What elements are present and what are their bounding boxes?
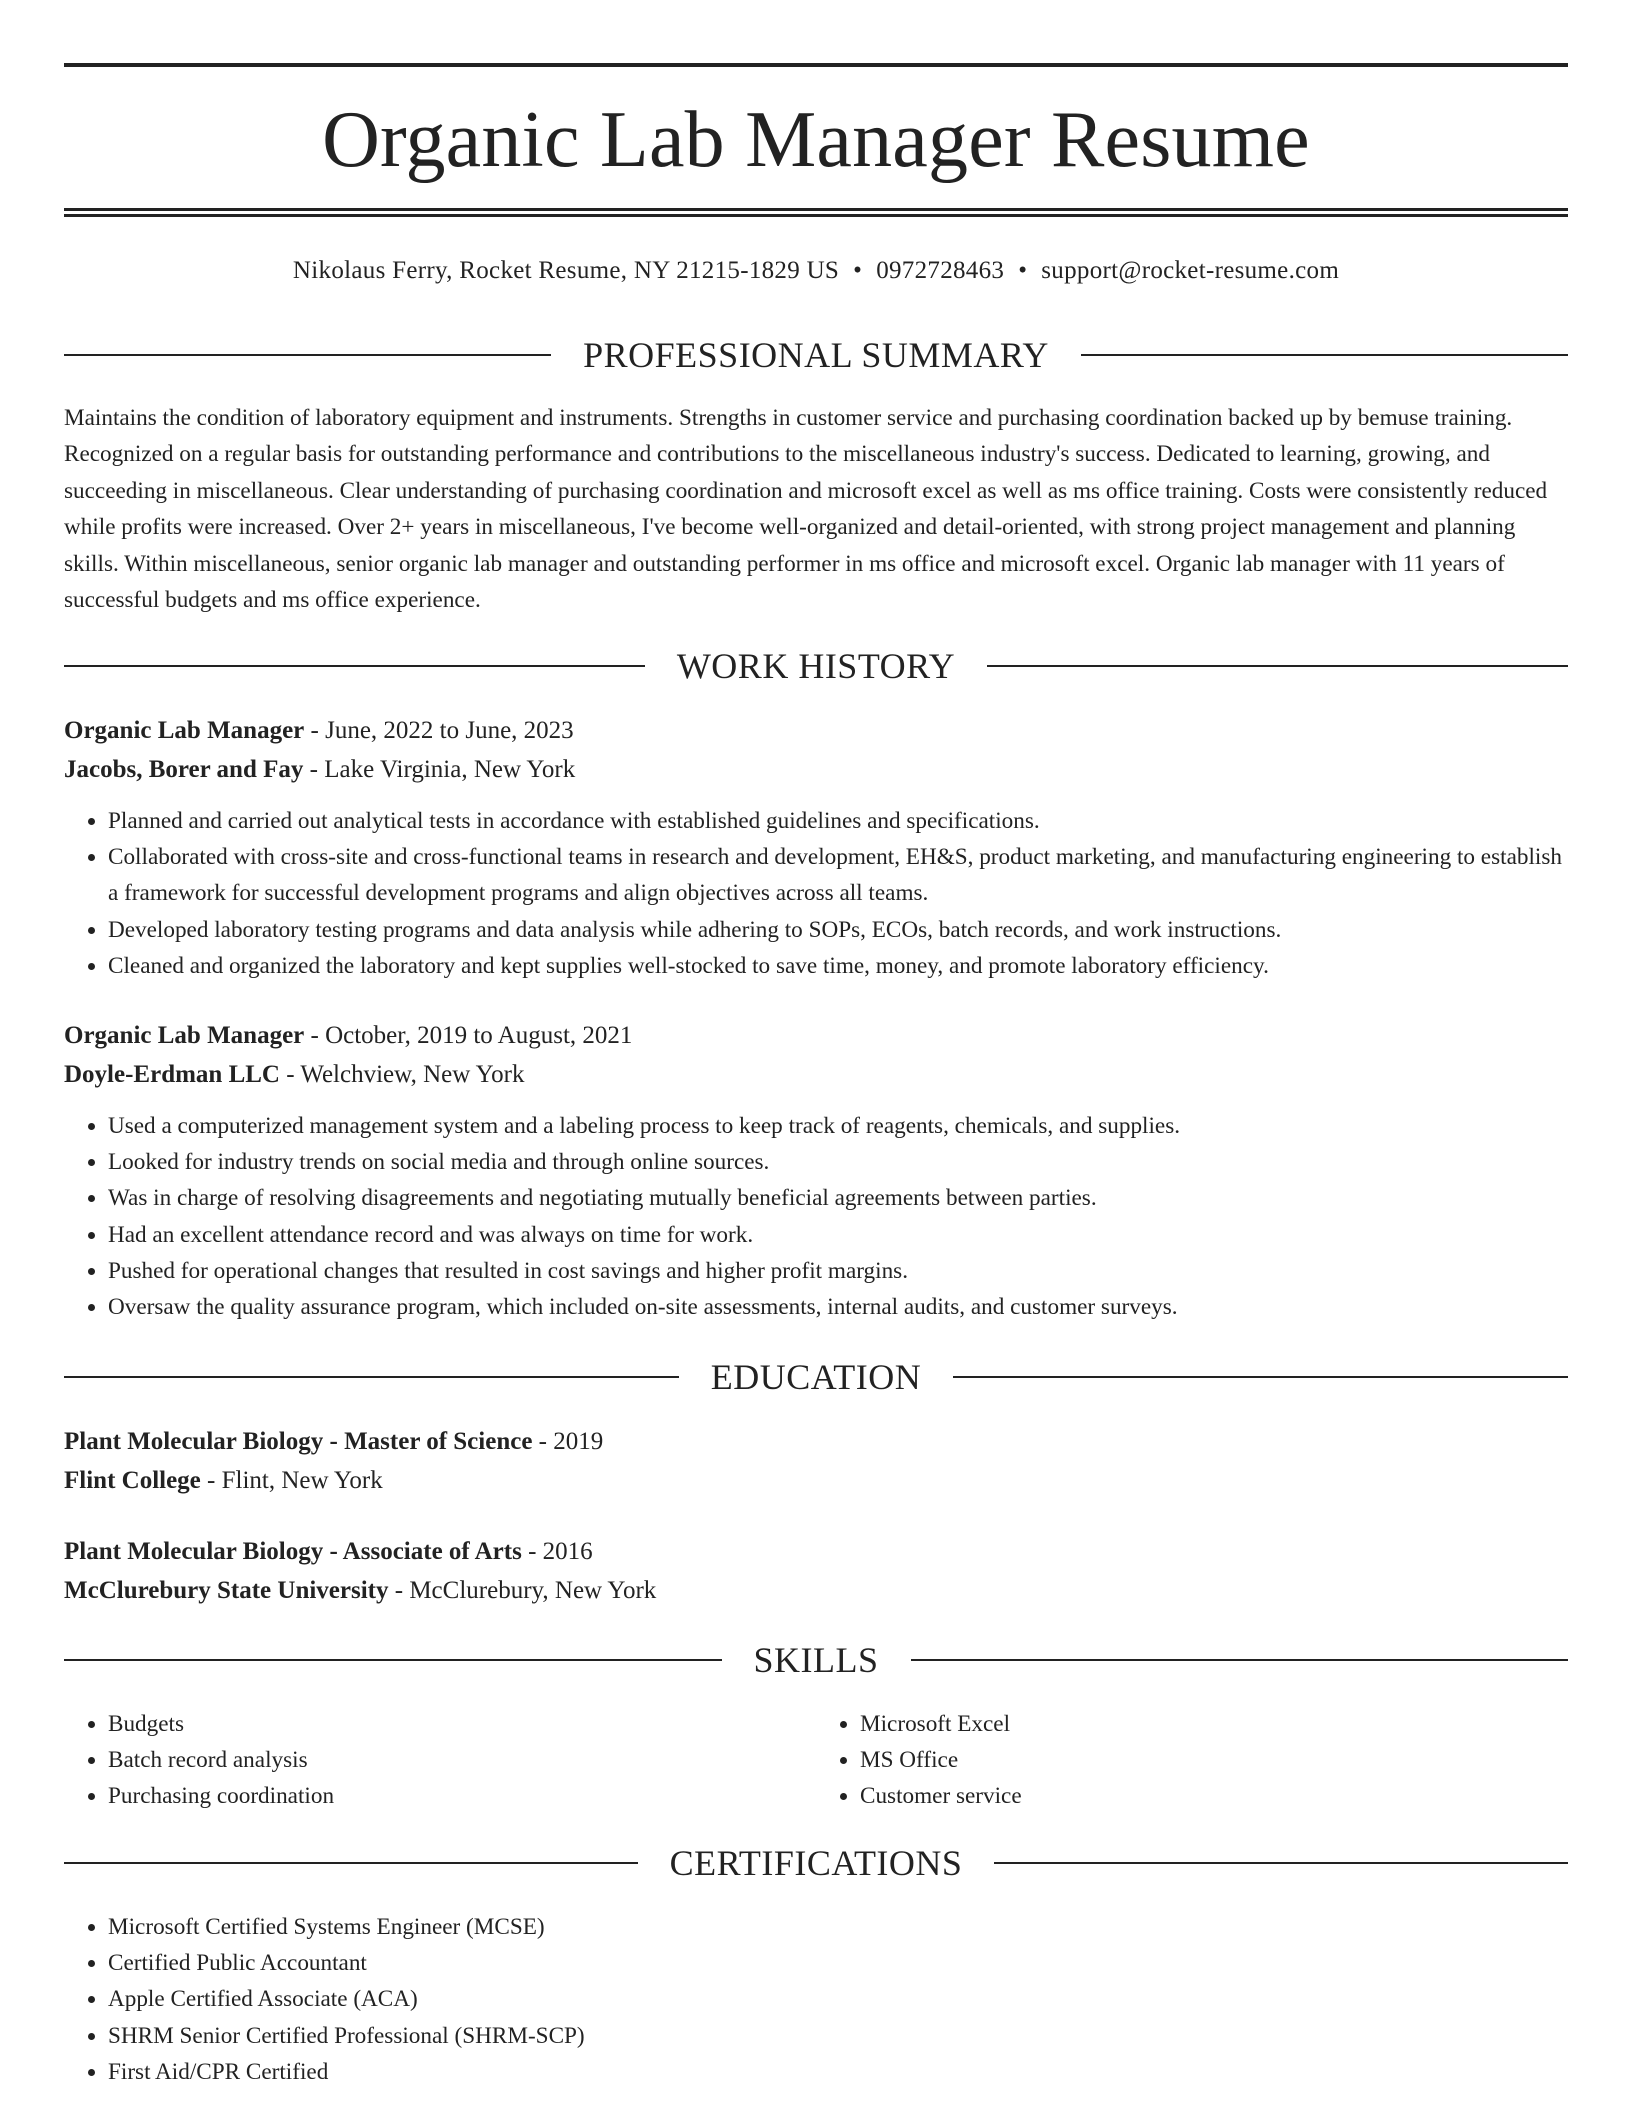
contact-separator: • <box>853 257 863 284</box>
heading-rule <box>64 1376 679 1378</box>
degree: Plant Molecular Biology - Associate of Arts <box>64 1538 522 1565</box>
school-line <box>64 1461 1568 1500</box>
list-item: • MS Office <box>860 1742 1568 1778</box>
job-company: Jacobs, Borer and Fay <box>64 756 304 783</box>
job-company-line <box>64 1055 1568 1094</box>
list-item: • First Aid/CPR Certified <box>108 2054 1568 2090</box>
degree-line <box>64 1422 1568 1461</box>
skills-columns <box>64 1706 1568 1815</box>
top-rule <box>64 63 1568 67</box>
section-heading-skills <box>64 1638 1568 1682</box>
job-role: Organic Lab Manager <box>64 717 305 744</box>
heading-rule <box>911 1659 1569 1661</box>
certifications-block <box>64 1909 1568 2090</box>
list-item: • Cleaned and organized the laboratory and kept supplies well-stocked to save time, money, and promote laboratory efficiency. <box>108 948 1568 984</box>
heading-rule <box>64 665 645 667</box>
list-item: • Used a computerized management system and a labeling process to keep track of reagents, chemicals, and supplies. <box>108 1108 1568 1144</box>
list-item: • Oversaw the quality assurance program, which included on-site assessments, internal audits, and customer surveys. <box>108 1289 1568 1325</box>
section-heading-certifications <box>64 1841 1568 1885</box>
job-title-line <box>64 711 1568 750</box>
list-item: • Microsoft Excel <box>860 1706 1568 1742</box>
section-heading-summary <box>64 333 1568 377</box>
skills-list-left <box>64 1706 816 1815</box>
job-company: Doyle-Erdman LLC <box>64 1061 280 1088</box>
school: McClurebury State University <box>64 1577 389 1604</box>
section-title: EDUCATION <box>710 1357 922 1397</box>
school: Flint College <box>64 1467 201 1494</box>
title-double-rule <box>64 208 1568 217</box>
degree-year: - 2019 <box>532 1428 604 1455</box>
work-entry <box>64 1016 1568 1325</box>
job-bullets <box>64 1108 1568 1325</box>
section-title: PROFESSIONAL SUMMARY <box>583 335 1049 375</box>
list-item: • Had an excellent attendance record and was always on time for work. <box>108 1217 1568 1253</box>
work-entry <box>64 711 1568 984</box>
heading-rule <box>987 665 1568 667</box>
heading-rule <box>64 1659 722 1661</box>
list-item: • Looked for industry trends on social media and through online sources. <box>108 1144 1568 1180</box>
job-dates: - October, 2019 to August, 2021 <box>304 1022 633 1049</box>
contact-email: support@rocket-resume.com <box>1041 257 1340 284</box>
page-title: Organic Lab Manager Resume <box>322 96 1310 184</box>
skills-list-right <box>816 1706 1568 1815</box>
job-bullets <box>64 803 1568 984</box>
summary-text: Maintains the condition of laboratory equipment and instruments. Strengths in customer service and purchasing coordination backed up by bemuse training. Recognized on a regular basis for outstanding performance and contributions to the miscellaneous industry's success. Dedicated to learning, growing, and succeeding in miscellaneous. Clear understanding of purchasing coordination and microsoft excel as well as ms office training. Costs were consistently reduced while profits were increased. Over 2+ years in miscellaneous, I've become well-organized and detail-oriented, with strong project management and planning skills. Within miscellaneous, senior organic lab manager and outstanding performer in ms office and microsoft excel. Organic lab manager with 11 years of successful budgets and ms office experience. <box>64 405 1548 614</box>
education-entry <box>64 1532 1568 1610</box>
list-item: • Was in charge of resolving disagreements and negotiating mutually beneficial agreements between parties. <box>108 1180 1568 1216</box>
degree-year: - 2016 <box>521 1538 593 1565</box>
list-item: • SHRM Senior Certified Professional (SHRM-SCP) <box>108 2018 1568 2054</box>
list-item: • Customer service <box>860 1778 1568 1814</box>
job-dates: - June, 2022 to June, 2023 <box>304 717 574 744</box>
section-heading-education <box>64 1355 1568 1399</box>
heading-rule <box>994 1862 1568 1864</box>
section-heading-work <box>64 644 1568 688</box>
contact-address: Nikolaus Ferry, Rocket Resume, NY 21215-1829 US <box>292 257 840 284</box>
education-entry <box>64 1422 1568 1500</box>
job-location: - Welchview, New York <box>279 1061 525 1088</box>
heading-rule <box>953 1376 1568 1378</box>
section-title: SKILLS <box>753 1640 879 1680</box>
heading-rule <box>1081 354 1568 356</box>
heading-rule <box>64 354 551 356</box>
section-title: WORK HISTORY <box>676 646 956 686</box>
section-title: CERTIFICATIONS <box>669 1843 963 1883</box>
school-location: - Flint, New York <box>200 1467 383 1494</box>
degree: Plant Molecular Biology - Master of Science <box>64 1428 533 1455</box>
school-line <box>64 1571 1568 1610</box>
list-item: • Certified Public Accountant <box>108 1945 1568 1981</box>
list-item: • Microsoft Certified Systems Engineer (MCSE) <box>108 1909 1568 1945</box>
degree-line <box>64 1532 1568 1571</box>
contact-line <box>64 254 1568 288</box>
school-location: - McClurebury, New York <box>388 1577 657 1604</box>
list-item: • Batch record analysis <box>108 1742 816 1778</box>
job-title-line <box>64 1016 1568 1055</box>
job-role: Organic Lab Manager <box>64 1022 305 1049</box>
job-location: - Lake Virginia, New York <box>303 756 576 783</box>
list-item: • Purchasing coordination <box>108 1778 816 1814</box>
list-item: • Budgets <box>108 1706 816 1742</box>
certifications-list <box>64 1909 1568 2090</box>
contact-phone: 0972728463 <box>876 257 1005 284</box>
job-company-line <box>64 750 1568 789</box>
contact-separator: • <box>1018 257 1028 284</box>
heading-rule <box>64 1862 638 1864</box>
list-item: • Developed laboratory testing programs and data analysis while adhering to SOPs, ECOs, batch records, and work instructions. <box>108 912 1568 948</box>
list-item: • Pushed for operational changes that resulted in cost savings and higher profit margins. <box>108 1253 1568 1289</box>
list-item: • Planned and carried out analytical tests in accordance with established guidelines and specifications. <box>108 803 1568 839</box>
list-item: • Collaborated with cross-site and cross-functional teams in research and development, EH&S, product marketing, and manufacturing engineering to establish a framework for successful development programs and align objectives across all teams. <box>108 839 1568 911</box>
list-item: • Apple Certified Associate (ACA) <box>108 1981 1568 2017</box>
